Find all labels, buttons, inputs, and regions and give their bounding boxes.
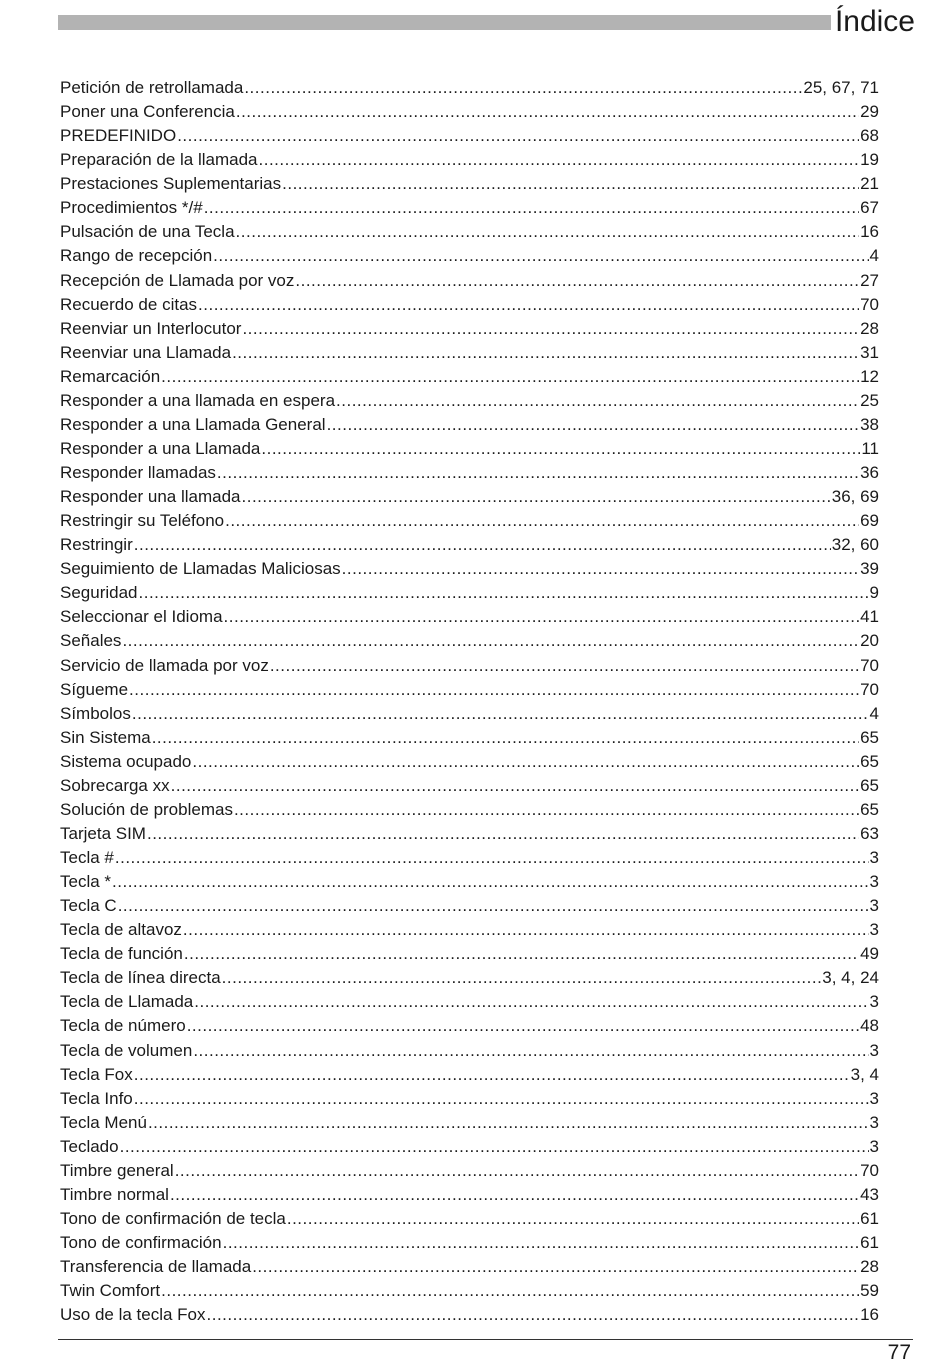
index-term: Reenviar un Interlocutor xyxy=(60,318,242,338)
dot-leader xyxy=(270,654,859,678)
index-entry xyxy=(60,1183,879,1207)
index-entry xyxy=(60,317,879,341)
index-entry xyxy=(60,1207,879,1231)
index-entry xyxy=(60,365,879,389)
dot-leader xyxy=(287,1207,859,1231)
dot-leader xyxy=(161,365,859,389)
index-term: Servicio de llamada por voz xyxy=(60,655,269,675)
index-page-refs: 70 xyxy=(860,679,879,699)
index-page-refs: 9 xyxy=(869,583,879,603)
dot-leader xyxy=(224,605,860,629)
index-entry xyxy=(60,678,879,702)
index-entry xyxy=(60,702,879,726)
index-page-refs: 70 xyxy=(860,655,879,675)
index-entry xyxy=(60,220,879,244)
dot-leader xyxy=(336,389,859,413)
dot-leader xyxy=(259,148,860,172)
index-term: Tecla de Llamada xyxy=(60,992,194,1012)
index-page-refs: 36, 69 xyxy=(831,487,879,507)
index-page-refs: 70 xyxy=(860,294,879,314)
dot-leader xyxy=(282,172,859,196)
index-entry xyxy=(60,870,879,894)
index-page-refs: 43 xyxy=(860,1184,879,1204)
index-term: Responder llamadas xyxy=(60,463,216,482)
page-number: 77 xyxy=(887,1341,911,1364)
dot-leader xyxy=(134,1063,850,1087)
index-page-refs: 49 xyxy=(860,944,879,964)
index-page-refs: 16 xyxy=(860,222,879,242)
index-entry xyxy=(60,846,879,870)
index-entry xyxy=(60,100,879,124)
index-page-refs: 63 xyxy=(860,823,879,843)
index-term: Tecla Fox xyxy=(60,1064,133,1084)
dot-leader xyxy=(161,1279,859,1303)
index-page-refs: 3 xyxy=(869,1136,879,1156)
index-page-refs: 28 xyxy=(860,1257,879,1277)
index-page-refs: 65 xyxy=(860,727,879,747)
index-term: Prestaciones Suplementarias xyxy=(60,174,282,194)
dot-leader xyxy=(184,942,859,966)
index-page-refs: 65 xyxy=(860,799,879,819)
dot-leader xyxy=(118,894,869,918)
index-term: Responder a una Llamada xyxy=(60,438,261,458)
index-page-refs: 41 xyxy=(860,607,879,627)
index-page-refs: 32, 60 xyxy=(831,535,879,555)
dot-leader xyxy=(134,1087,869,1111)
dot-leader xyxy=(147,822,859,846)
index-page-refs: 12 xyxy=(860,366,879,386)
index-page-refs: 61 xyxy=(860,1208,879,1228)
index-term: Tecla de volumen xyxy=(60,1040,193,1060)
index-term: Tecla Info xyxy=(60,1088,133,1108)
index-entry xyxy=(60,1255,879,1279)
index-entry xyxy=(60,148,879,172)
index-term: Tecla * xyxy=(60,872,112,892)
index-page-refs: 3, 4 xyxy=(850,1064,879,1084)
dot-leader xyxy=(217,461,859,485)
dot-leader xyxy=(171,774,859,798)
dot-leader xyxy=(187,1014,859,1038)
index-entry xyxy=(60,1159,879,1183)
dot-leader xyxy=(252,1255,859,1279)
index-term: Símbolos xyxy=(60,703,131,723)
dot-leader xyxy=(122,629,859,653)
index-page-refs: 3 xyxy=(869,872,879,892)
index-entry xyxy=(60,196,879,220)
index-entry xyxy=(60,822,879,846)
index-page-refs: 65 xyxy=(860,775,879,795)
index-page-refs: 29 xyxy=(860,102,879,122)
index-page-refs: 20 xyxy=(860,631,879,651)
index-entry xyxy=(60,654,879,678)
index-entry xyxy=(60,124,879,148)
index-page-refs: 65 xyxy=(860,751,879,771)
index-term: Transferencia de llamada xyxy=(60,1257,252,1277)
index-term: Remarcación xyxy=(60,366,161,386)
index-term: Tecla de línea directa xyxy=(60,968,221,988)
index-term: Responder a una llamada en espera xyxy=(60,390,336,410)
index-term: Teclado xyxy=(60,1136,119,1156)
index-page-refs: 3, 4, 24 xyxy=(822,968,879,988)
index-entry xyxy=(60,581,879,605)
index-entry xyxy=(60,750,879,774)
index-entry xyxy=(60,1014,879,1038)
index-entry xyxy=(60,918,879,942)
dot-leader xyxy=(204,196,859,220)
index-term: Poner una Conferencia xyxy=(60,102,235,122)
index-page-refs: 3 xyxy=(869,848,879,867)
index-term: Tecla Menú xyxy=(60,1112,147,1132)
dot-leader xyxy=(213,244,868,268)
index-entry xyxy=(60,389,879,413)
index-entry xyxy=(60,557,879,581)
index-entry xyxy=(60,244,879,268)
dot-leader xyxy=(115,846,869,870)
index-term: Procedimientos */# xyxy=(60,198,203,218)
index-term: Recepción de Llamada por voz xyxy=(60,270,295,290)
dot-leader xyxy=(198,293,859,317)
index-page-refs: 3 xyxy=(869,896,879,916)
index-term: Timbre normal xyxy=(60,1184,169,1204)
index-entry xyxy=(60,774,879,798)
index-page-refs: 16 xyxy=(860,1305,879,1325)
dot-leader xyxy=(234,798,859,822)
index-term: Rango de recepción xyxy=(60,246,213,266)
dot-leader xyxy=(139,581,869,605)
index-term: Timbre general xyxy=(60,1160,174,1180)
page-title: Índice xyxy=(834,5,915,38)
dot-leader xyxy=(132,702,869,726)
index-term: Tecla de número xyxy=(60,1016,186,1036)
index-term: Tono de confirmación de tecla xyxy=(60,1208,286,1228)
dot-leader xyxy=(225,509,859,533)
dot-leader xyxy=(152,726,859,750)
dot-leader xyxy=(223,1231,859,1255)
index-page-refs: 61 xyxy=(860,1233,879,1252)
dot-leader xyxy=(175,1159,859,1183)
dot-leader xyxy=(242,485,831,509)
index-page-refs: 36 xyxy=(860,463,879,482)
index-page-refs: 28 xyxy=(860,318,879,338)
index-page-refs: 3 xyxy=(869,1088,879,1108)
index-entry xyxy=(60,966,879,990)
index-entry xyxy=(60,1111,879,1135)
index-list xyxy=(60,76,879,1327)
index-entry xyxy=(60,172,879,196)
index-term: Uso de la tecla Fox xyxy=(60,1305,206,1325)
index-page-refs: 25 xyxy=(860,390,879,410)
index-term: Restringir su Teléfono xyxy=(60,511,225,531)
index-entry xyxy=(60,1279,879,1303)
index-entry xyxy=(60,485,879,509)
index-term: Sistema ocupado xyxy=(60,751,192,771)
index-page-refs: 69 xyxy=(860,511,879,531)
index-page-refs: 3 xyxy=(869,1040,879,1060)
index-page-refs: 25, 67, 71 xyxy=(803,78,879,97)
index-page-refs: 27 xyxy=(860,270,879,290)
index-page-refs: 19 xyxy=(860,150,879,170)
index-entry xyxy=(60,437,879,461)
index-entry xyxy=(60,461,879,485)
index-term: Twin Comfort xyxy=(60,1281,161,1301)
index-entry xyxy=(60,1087,879,1111)
index-term: Reenviar una Llamada xyxy=(60,342,232,362)
index-page-refs: 3 xyxy=(869,992,879,1012)
index-term: Tecla de altavoz xyxy=(60,920,182,940)
dot-leader xyxy=(120,1135,869,1159)
index-page-refs: 3 xyxy=(869,1112,879,1132)
index-term: Sígueme xyxy=(60,679,129,699)
index-entry xyxy=(60,533,879,557)
index-term: Tecla # xyxy=(60,848,114,867)
index-page-refs: 4 xyxy=(869,246,879,266)
index-entry xyxy=(60,76,879,100)
index-page-refs: 11 xyxy=(861,438,879,458)
dot-leader xyxy=(242,317,859,341)
dot-leader xyxy=(232,341,859,365)
index-entry xyxy=(60,269,879,293)
index-term: PREDEFINIDO xyxy=(60,126,177,146)
index-term: Tono de confirmación xyxy=(60,1233,222,1252)
dot-leader xyxy=(222,966,822,990)
index-term: Tarjeta SIM xyxy=(60,823,146,843)
index-entry xyxy=(60,509,879,533)
index-term: Solución de problemas xyxy=(60,799,233,819)
index-entry xyxy=(60,1231,879,1255)
index-term: Seguridad xyxy=(60,583,138,603)
dot-leader xyxy=(170,1183,859,1207)
index-entry xyxy=(60,1303,879,1327)
index-term: Responder una llamada xyxy=(60,487,241,507)
index-term: Restringir xyxy=(60,535,133,555)
index-term: Tecla C xyxy=(60,896,117,916)
index-page-refs: 38 xyxy=(860,414,879,434)
dot-leader xyxy=(193,1039,868,1063)
index-term: Sobrecarga xx xyxy=(60,775,170,795)
index-page-refs: 31 xyxy=(860,342,879,362)
index-page-refs: 68 xyxy=(860,126,879,146)
index-page-refs: 48 xyxy=(860,1016,879,1036)
dot-leader xyxy=(207,1303,860,1327)
index-term: Sin Sistema xyxy=(60,727,151,747)
dot-leader xyxy=(261,437,860,461)
header-bar xyxy=(58,15,831,30)
footer-divider xyxy=(58,1339,913,1340)
dot-leader xyxy=(295,269,859,293)
dot-leader xyxy=(236,100,859,124)
index-term: Seleccionar el Idioma xyxy=(60,607,223,627)
index-term: Petición de retrollamada xyxy=(60,78,244,97)
dot-leader xyxy=(236,220,860,244)
index-entry xyxy=(60,341,879,365)
index-page-refs: 39 xyxy=(860,559,879,579)
index-term: Responder a una Llamada General xyxy=(60,414,326,434)
index-entry xyxy=(60,990,879,1014)
index-entry xyxy=(60,605,879,629)
index-page-refs: 67 xyxy=(860,198,879,218)
index-term: Tecla de función xyxy=(60,944,183,964)
index-entry xyxy=(60,1063,879,1087)
index-page-refs: 4 xyxy=(869,703,879,723)
index-entry xyxy=(60,726,879,750)
index-entry xyxy=(60,1135,879,1159)
index-term: Recuerdo de citas xyxy=(60,294,198,314)
index-entry xyxy=(60,1039,879,1063)
index-term: Señales xyxy=(60,631,122,651)
index-page-refs: 21 xyxy=(860,174,879,194)
dot-leader xyxy=(177,124,859,148)
index-term: Pulsación de una Tecla xyxy=(60,222,235,242)
dot-leader xyxy=(148,1111,869,1135)
dot-leader xyxy=(192,750,859,774)
dot-leader xyxy=(244,76,802,100)
dot-leader xyxy=(183,918,869,942)
dot-leader xyxy=(134,533,831,557)
index-entry xyxy=(60,413,879,437)
dot-leader xyxy=(342,557,859,581)
dot-leader xyxy=(194,990,868,1014)
index-entry xyxy=(60,894,879,918)
dot-leader xyxy=(129,678,859,702)
index-page-refs: 59 xyxy=(860,1281,879,1301)
dot-leader xyxy=(327,413,860,437)
index-entry xyxy=(60,942,879,966)
index-entry xyxy=(60,293,879,317)
index-term: Seguimiento de Llamadas Maliciosas xyxy=(60,559,341,579)
index-entry xyxy=(60,629,879,653)
index-term: Preparación de la llamada xyxy=(60,150,258,170)
index-entry xyxy=(60,798,879,822)
index-page-refs: 3 xyxy=(869,920,879,940)
dot-leader xyxy=(112,870,869,894)
index-page-refs: 70 xyxy=(860,1160,879,1180)
